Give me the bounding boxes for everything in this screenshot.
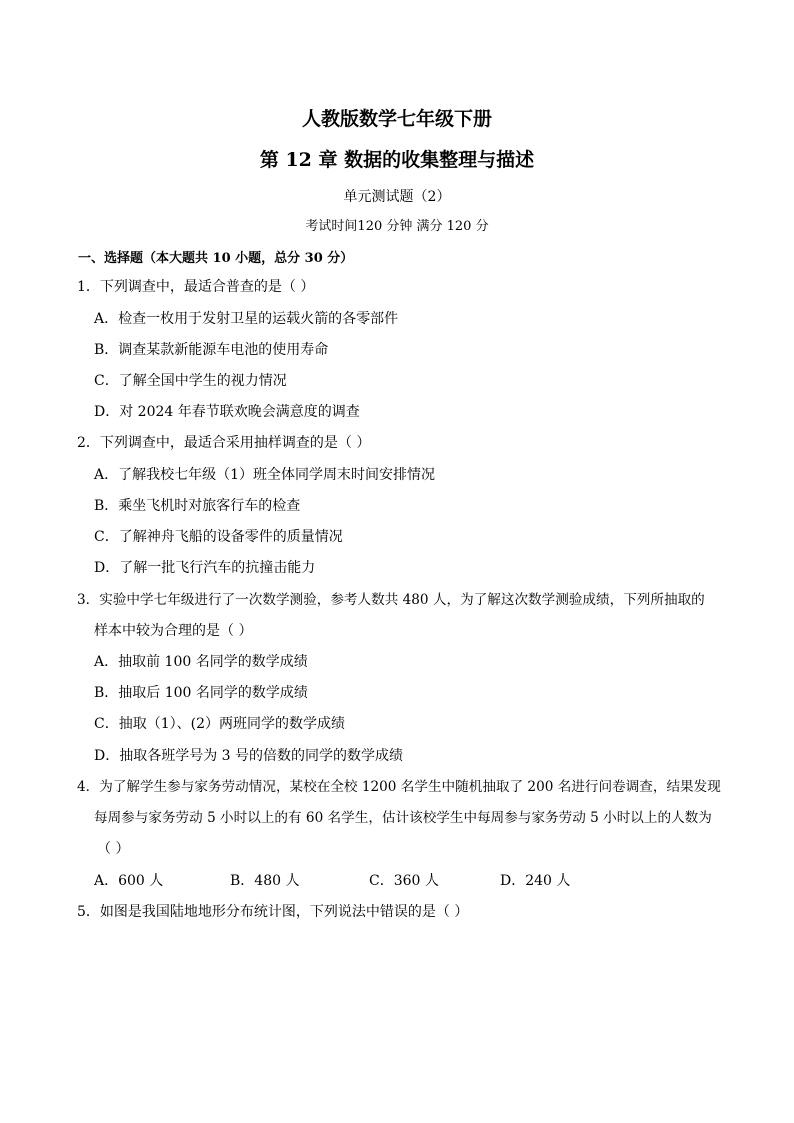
question-2-option-d: D．了解一批飞行汽车的抗撞击能力: [94, 560, 316, 576]
question-4-stem-continued: 每周参与家务劳动 5 小时以上的有 60 名学生，估计该校学生中每周参与家务劳动 5 小时以上的人数为: [94, 810, 712, 826]
question-4-option-a: A．600 人: [94, 873, 164, 889]
exam-info: 考试时间120 分钟 满分 120 分: [305, 219, 489, 234]
question-1-option-c: C．了解全国中学生的视力情况: [94, 373, 287, 389]
question-5-stem: 5．如图是我国陆地地形分布统计图，下列说法中错误的是（ ）: [77, 904, 469, 920]
question-3-option-b: B．抽取后 100 名同学的数学成绩: [94, 685, 308, 701]
question-1-option-d: D．对 2024 年春节联欢晚会满意度的调查: [94, 404, 360, 420]
document-title: 人教版数学七年级下册: [301, 108, 492, 130]
question-4-option-b: B．480 人: [230, 873, 300, 889]
question-2-option-c: C．了解神舟飞船的设备零件的质量情况: [94, 529, 343, 545]
question-4-stem: 4．为了解学生参与家务劳动情况，某校在全校 1200 名学生中随机抽取了 200 名进行问卷调查，结果发现: [77, 779, 721, 795]
question-2-option-b: B．乘坐飞机时对旅客行车的检查: [94, 498, 301, 514]
question-1-option-a: A．检查一枚用于发射卫星的运载火箭的各零部件: [94, 311, 399, 327]
question-3-option-d: D．抽取各班学号为 3 号的倍数的同学的数学成绩: [94, 748, 404, 764]
section-heading: 一、选择题（本大题共 10 小题，总分 30 分）: [78, 251, 354, 266]
question-1-option-b: B．调查某款新能源车电池的使用寿命: [94, 342, 329, 358]
question-3-option-c: C．抽取（1）、(2）两班同学的数学成绩: [94, 716, 345, 732]
question-1-stem: 1．下列调查中，最适合普查的是（ ）: [77, 279, 315, 295]
question-3-stem: 3．实验中学七年级进行了一次数学测验，参考人数共 480 人，为了解这次数学测验成绩，下列所抽取的: [77, 592, 705, 608]
test-subtitle: 单元测试题（2）: [343, 189, 451, 205]
question-2-option-a: A．了解我校七年级（1）班全体同学周末时间安排情况: [94, 467, 436, 483]
question-4-option-c: C．360 人: [369, 873, 439, 889]
question-4-answer-bracket: （ ）: [97, 841, 130, 857]
question-4-option-d: D．240 人: [500, 873, 571, 889]
chapter-title: 第 12 章 数据的收集整理与描述: [259, 149, 535, 171]
question-3-stem-continued: 样本中较为合理的是（ ）: [94, 623, 253, 639]
question-2-stem: 2．下列调查中，最适合采用抽样调查的是（ ）: [77, 435, 371, 451]
question-3-option-a: A．抽取前 100 名同学的数学成绩: [94, 654, 308, 670]
